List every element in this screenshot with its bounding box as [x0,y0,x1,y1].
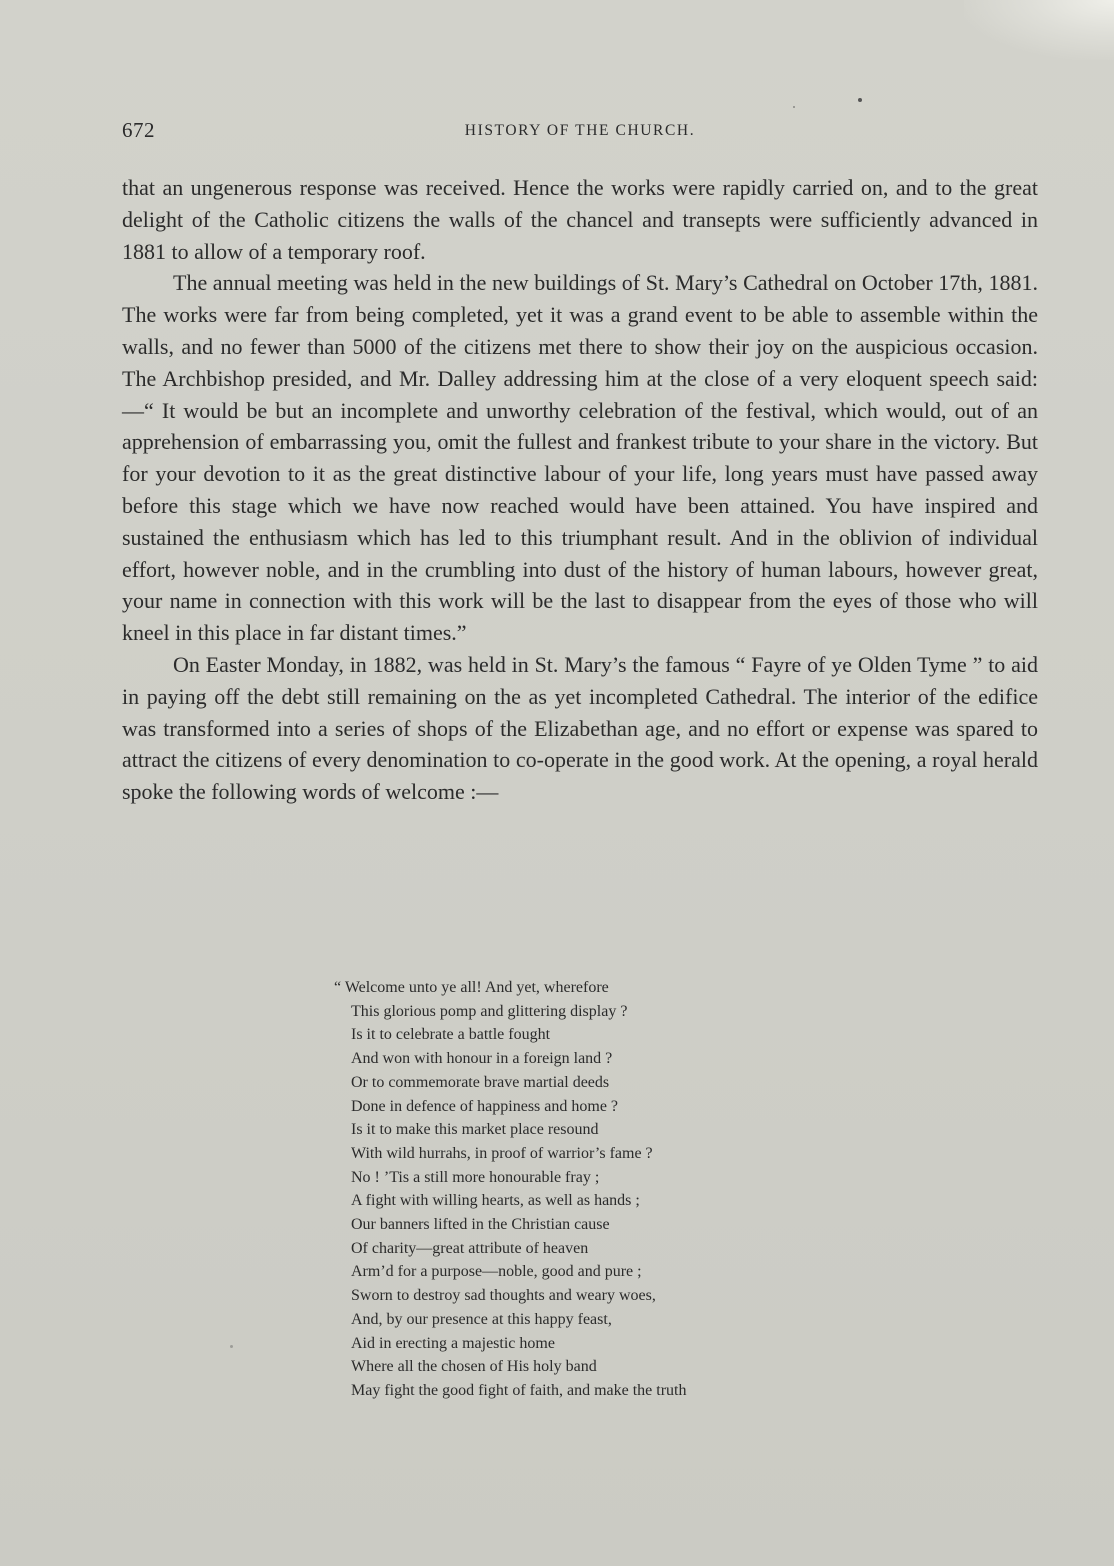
poem-line: Where all the chosen of His holy band [351,1358,597,1376]
ink-speck [858,98,862,102]
paragraph-1: that an ungenerous response was received. Hence the works were rapidly carried on, and to the great delight of the Catholic citizens the walls of the chancel and transepts were sufficiently advanced in 1881 to allow of a temporary roof. [122,175,1038,264]
page-number: 672 [122,118,155,142]
page-corner-stain [964,0,1114,60]
page-header [122,118,1038,148]
herald-poem [334,976,854,1403]
paragraph-3: On Easter Monday, in 1882, was held in St. Mary’s the famous “ Fayre of ye Olden Tyme ” to aid in paying off the debt still remaining on the as yet incompleted Cathedral. The interior of the edifice was transformed into a series of shops of the Elizabethan age, and no effort or expense was spared to attract the citizens of every denomination to co-operate in the good work. At the opening, a royal herald spoke the following words of welcome :— [122,651,1038,805]
poem-line: With wild hurrahs, in proof of warrior’s fame ? [351,1144,653,1162]
poem-line: “ Welcome unto ye all! And yet, wherefore [334,979,609,996]
poem-line: Our banners lifted in the Christian cause [351,1216,610,1234]
poem-line: Is it to celebrate a battle fought [351,1026,551,1044]
poem-line: Arm’d for a purpose—noble, good and pure ; [351,1263,642,1281]
running-head: HISTORY OF THE CHURCH. [464,122,696,139]
ink-speck [793,106,795,108]
poem-line: Aid in erecting a majestic home [351,1334,555,1352]
ink-speck [230,1345,233,1348]
poem-line: And, by our presence at this happy feast, [351,1310,612,1328]
poem-line: Done in defence of happiness and home ? [351,1097,619,1115]
body-text [122,172,1038,808]
poem-line: No ! ’Tis a still more honourable fray ; [351,1168,600,1186]
poem-line: Or to commemorate brave martial deeds [351,1073,610,1091]
paragraph-2: The annual meeting was held in the new buildings of St. Mary’s Cathedral on October 17th, 1881. The works were far from being completed, yet it was a grand event to be able to assemble within the walls, and no fewer than 5000 of the citizens met there to show their joy on the auspicious occasion. The Archbishop presided, and Mr. Dalley addressing him at the close of a very eloquent speech said:—“ It would be but an incomplete and unworthy celebration of the festival, which would, out of an apprehension of embarrassing you, omit the fullest and frankest tribute to your share in the victory. But for your devotion to it as the great distinctive labour of your life, long years must have passed away before this stage which we have now reached would have been attained. You have inspired and sustained the enthusiasm which has led to this triumphant result. And in the oblivion of individual effort, however noble, and in the crumbling into dust of the history of human labours, however great, your name in connection with this work will be the last to disappear from the eyes of those who will kneel in this place in far distant times.” [122,270,1038,646]
poem-line: This glorious pomp and glittering display ? [351,1002,628,1020]
poem-line: Sworn to destroy sad thoughts and weary woes, [351,1287,656,1305]
poem-line: And won with honour in a foreign land ? [351,1050,613,1068]
poem-line: Is it to make this market place resound [351,1121,599,1139]
poem-line: A fight with willing hearts, as well as hands ; [351,1192,640,1210]
poem-line: Of charity—great attribute of heaven [351,1239,589,1257]
poem-line: May fight the good fight of faith, and make the truth [351,1381,687,1399]
